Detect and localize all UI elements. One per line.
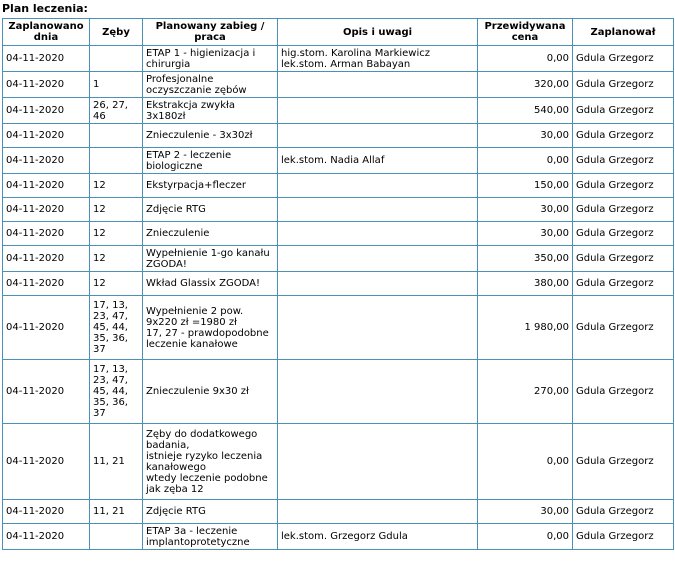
cell-date: 04-11-2020 xyxy=(3,124,90,148)
cell-date: 04-11-2020 xyxy=(3,524,90,550)
table-row xyxy=(3,148,674,174)
cell-planner: Gdula Grzegorz xyxy=(573,246,674,272)
cell-teeth xyxy=(90,524,143,550)
table-row xyxy=(3,46,674,72)
cell-notes xyxy=(278,296,478,360)
cell-planner: Gdula Grzegorz xyxy=(573,174,674,198)
cell-price: 30,00 xyxy=(478,222,573,246)
cell-notes xyxy=(278,198,478,222)
cell-date: 04-11-2020 xyxy=(3,500,90,524)
cell-date: 04-11-2020 xyxy=(3,98,90,124)
cell-notes xyxy=(278,222,478,246)
cell-price: 350,00 xyxy=(478,246,573,272)
cell-date: 04-11-2020 xyxy=(3,222,90,246)
cell-planner: Gdula Grzegorz xyxy=(573,124,674,148)
cell-price: 1 980,00 xyxy=(478,296,573,360)
cell-price: 0,00 xyxy=(478,524,573,550)
treatment-plan-table xyxy=(2,18,674,550)
cell-teeth: 1 xyxy=(90,72,143,98)
cell-planner: Gdula Grzegorz xyxy=(573,222,674,246)
table-header-row xyxy=(3,19,674,46)
cell-date: 04-11-2020 xyxy=(3,46,90,72)
cell-planner: Gdula Grzegorz xyxy=(573,272,674,296)
column-header-date: Zaplanowano dnia xyxy=(3,19,90,46)
cell-teeth: 12 xyxy=(90,174,143,198)
cell-notes xyxy=(278,98,478,124)
cell-planner: Gdula Grzegorz xyxy=(573,46,674,72)
cell-planner: Gdula Grzegorz xyxy=(573,424,674,500)
cell-price: 320,00 xyxy=(478,72,573,98)
column-header-planner: Zaplanował xyxy=(573,19,674,46)
cell-teeth: 26, 27, 46 xyxy=(90,98,143,124)
cell-procedure: Ekstrakcja zwykła 3x180zł xyxy=(143,98,278,124)
table-row xyxy=(3,246,674,272)
table-row xyxy=(3,296,674,360)
cell-procedure: Znieczulenie xyxy=(143,222,278,246)
cell-notes xyxy=(278,174,478,198)
cell-procedure: Znieczulenie 9x30 zł xyxy=(143,360,278,424)
table-row xyxy=(3,524,674,550)
table-row xyxy=(3,500,674,524)
cell-planner: Gdula Grzegorz xyxy=(573,524,674,550)
cell-notes: lek.stom. Grzegorz Gdula xyxy=(278,524,478,550)
table-row xyxy=(3,272,674,296)
table-row xyxy=(3,222,674,246)
cell-notes xyxy=(278,424,478,500)
cell-price: 30,00 xyxy=(478,124,573,148)
cell-notes: lek.stom. Nadia Allaf xyxy=(278,148,478,174)
cell-date: 04-11-2020 xyxy=(3,246,90,272)
column-header-teeth: Zęby xyxy=(90,19,143,46)
cell-notes xyxy=(278,272,478,296)
cell-date: 04-11-2020 xyxy=(3,360,90,424)
cell-teeth: 12 xyxy=(90,198,143,222)
cell-teeth: 12 xyxy=(90,272,143,296)
cell-planner: Gdula Grzegorz xyxy=(573,148,674,174)
cell-procedure: Ekstyrpacja+fleczer xyxy=(143,174,278,198)
cell-procedure: Profesjonalne oczyszczanie zębów xyxy=(143,72,278,98)
cell-procedure: Wypełnienie 1-go kanału ZGODA! xyxy=(143,246,278,272)
cell-notes xyxy=(278,360,478,424)
cell-date: 04-11-2020 xyxy=(3,198,90,222)
cell-price: 30,00 xyxy=(478,198,573,222)
table-row xyxy=(3,72,674,98)
cell-procedure: Wkład Glassix ZGODA! xyxy=(143,272,278,296)
cell-teeth: 12 xyxy=(90,246,143,272)
table-row xyxy=(3,424,674,500)
cell-date: 04-11-2020 xyxy=(3,424,90,500)
cell-teeth xyxy=(90,124,143,148)
cell-price: 150,00 xyxy=(478,174,573,198)
table-row xyxy=(3,360,674,424)
cell-procedure: Zdjęcie RTG xyxy=(143,198,278,222)
column-header-procedure: Planowany zabieg / praca xyxy=(143,19,278,46)
cell-price: 30,00 xyxy=(478,500,573,524)
cell-planner: Gdula Grzegorz xyxy=(573,198,674,222)
cell-date: 04-11-2020 xyxy=(3,272,90,296)
cell-procedure: ETAP 1 - higienizacja i chirurgia xyxy=(143,46,278,72)
cell-notes: hig.stom. Karolina Markiewicz lek.stom. Arman Babayan xyxy=(278,46,478,72)
cell-planner: Gdula Grzegorz xyxy=(573,98,674,124)
cell-planner: Gdula Grzegorz xyxy=(573,360,674,424)
cell-procedure: ETAP 3a - leczenie implantoprotetyczne xyxy=(143,524,278,550)
cell-teeth: 17, 13, 23, 47, 45, 44, 35, 36, 37 xyxy=(90,360,143,424)
cell-notes xyxy=(278,500,478,524)
cell-teeth: 11, 21 xyxy=(90,500,143,524)
cell-teeth xyxy=(90,46,143,72)
cell-planner: Gdula Grzegorz xyxy=(573,72,674,98)
cell-procedure: ETAP 2 - leczenie biologiczne xyxy=(143,148,278,174)
cell-date: 04-11-2020 xyxy=(3,296,90,360)
cell-teeth xyxy=(90,148,143,174)
cell-procedure: Zęby do dodatkowego badania, istnieje ryzyko leczenia kanałowego wtedy leczenie podobne jak zęba 12 xyxy=(143,424,278,500)
cell-procedure: Zdjęcie RTG xyxy=(143,500,278,524)
cell-teeth: 12 xyxy=(90,222,143,246)
cell-notes xyxy=(278,72,478,98)
cell-price: 380,00 xyxy=(478,272,573,296)
cell-procedure: Znieczulenie - 3x30zł xyxy=(143,124,278,148)
table-row xyxy=(3,174,674,198)
cell-date: 04-11-2020 xyxy=(3,148,90,174)
table-row xyxy=(3,124,674,148)
cell-planner: Gdula Grzegorz xyxy=(573,500,674,524)
column-header-price: Przewidywana cena xyxy=(478,19,573,46)
cell-price: 0,00 xyxy=(478,424,573,500)
cell-date: 04-11-2020 xyxy=(3,72,90,98)
table-row xyxy=(3,98,674,124)
cell-price: 540,00 xyxy=(478,98,573,124)
cell-price: 0,00 xyxy=(478,46,573,72)
page-title: Plan leczenia: xyxy=(2,2,88,15)
cell-price: 270,00 xyxy=(478,360,573,424)
column-header-notes: Opis i uwagi xyxy=(278,19,478,46)
cell-price: 0,00 xyxy=(478,148,573,174)
cell-date: 04-11-2020 xyxy=(3,174,90,198)
cell-planner: Gdula Grzegorz xyxy=(573,296,674,360)
cell-procedure: Wypełnienie 2 pow. 9x220 zł =1980 zł 17, 27 - prawdopodobne leczenie kanałowe xyxy=(143,296,278,360)
table-row xyxy=(3,198,674,222)
cell-teeth: 11, 21 xyxy=(90,424,143,500)
cell-teeth: 17, 13, 23, 47, 45, 44, 35, 36, 37 xyxy=(90,296,143,360)
cell-notes xyxy=(278,246,478,272)
cell-notes xyxy=(278,124,478,148)
